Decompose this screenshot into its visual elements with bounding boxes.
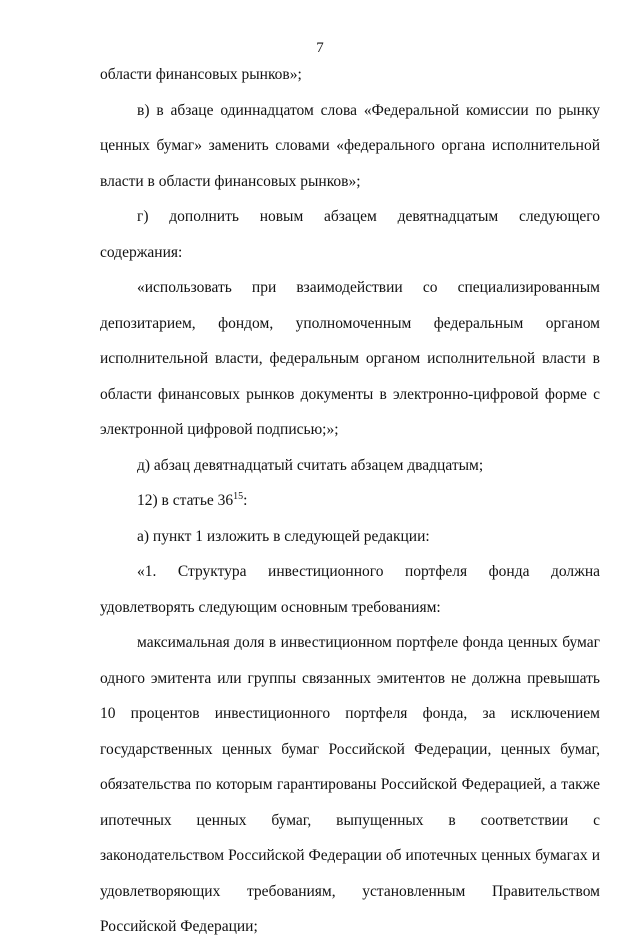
paragraph-continuation: области финансовых рынков»; [100, 66, 302, 83]
paragraph-item-12 [100, 483, 600, 519]
article-ref-colon: : [243, 492, 248, 509]
page-number: 7 [316, 40, 324, 56]
paragraph-point-1: «1. Структура инвестиционного портфеля фонда должна удовлетворять следующим основным требованиям: [100, 563, 600, 616]
paragraph-item-g: г) дополнить новым абзацем девятнадцатым следующего содержания: [100, 208, 600, 261]
paragraph-item-d: д) абзац девятнадцатый считать абзацем двадцатым; [137, 456, 484, 474]
paragraph-item-a: а) пункт 1 изложить в следующей редакции: [137, 527, 430, 545]
article-ref-text: 12) в статье 36 [137, 492, 234, 509]
article-superscript: 15 [233, 491, 244, 502]
paragraph-max-share: максимальная доля в инвестиционном портфеле фонда ценных бумаг одного эмитента или группы связанных эмитентов не должна превышать 10 процентов инвестиционного портфеля фонда, за исключением государственных ценных бумаг Российской Федерации, ценных бумаг, обязательства по которым гарантированы Российской Федерацией, а также ипотечных ценных бумаг, выпущенных в соответствии с законодательством Российской Федерации об ипотечных ценных бумагах и удовлетворяющих требованиям, установленным Правительством Российской Федерации; [100, 634, 600, 935]
paragraph-item-v: в) в абзаце одиннадцатом слова «Федеральной комиссии по рынку ценных бумаг» заменить словами «федерального органа исполнительной власти в области финансовых рынков»; [100, 101, 600, 190]
paragraph-quoted-text: «использовать при взаимодействии со специализированным депозитарием, фондом, уполномоченным федеральным органом исполнительной власти, федеральным органом исполнительной власти в области финансовых рынков документы в электронно-цифровой форме с электронной цифровой подписью;»; [100, 279, 600, 438]
document-body [100, 57, 600, 945]
